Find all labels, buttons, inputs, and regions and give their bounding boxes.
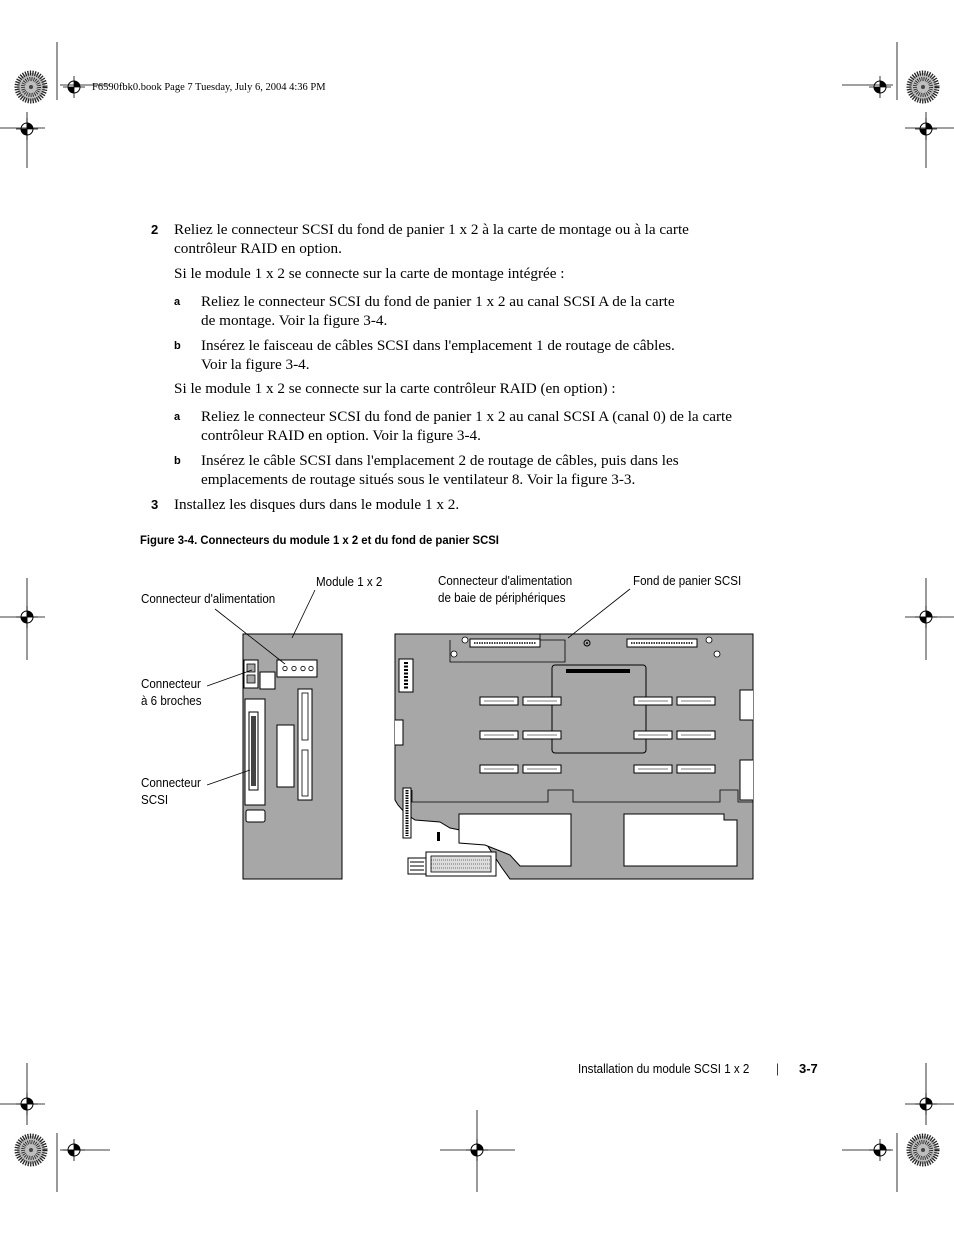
sub-item-letter: a (174, 296, 181, 308)
sub-item-letter: b (174, 455, 181, 467)
scsi-backplane-board (395, 634, 753, 879)
label-line: de baie de périphériques (438, 591, 566, 605)
footer-section-title: Installation du module SCSI 1 x 2 (578, 1062, 750, 1076)
text-line: Installez les disques durs dans le module 1 x 2. (174, 496, 460, 513)
text-line: de montage. Voir la figure 3-4. (201, 312, 388, 329)
label-bay-power-connector (438, 573, 572, 607)
sub-item-letter: b (174, 340, 181, 352)
sub-item-letter: a (174, 411, 181, 423)
header-file-info: F6590fbk0.book Page 7 Tuesday, July 6, 2004 4:36 PM (92, 82, 326, 93)
label-module-1x2: Module 1 x 2 (316, 575, 383, 589)
text-line: contrôleur RAID en option. (174, 240, 342, 257)
text-line: Insérez le câble SCSI dans l'emplacement 2 de routage de câbles, puis dans les (201, 452, 679, 469)
step-number: 3 (151, 497, 159, 512)
label-line: SCSI (141, 793, 169, 807)
text-line: contrôleur RAID en option. Voir la figure 3-4. (201, 427, 481, 444)
label-line: Connecteur (141, 677, 201, 691)
label-power-connector: Connecteur d'alimentation (141, 592, 276, 606)
case-intro: Si le module 1 x 2 se connecte sur la carte contrôleur RAID (en option) : (174, 380, 616, 397)
step-number: 2 (151, 222, 159, 237)
footer-page-number: 3-7 (799, 1061, 818, 1076)
label-line: à 6 broches (141, 694, 202, 708)
label-line: Connecteur d'alimentation (438, 574, 573, 588)
case-intro: Si le module 1 x 2 se connecte sur la carte de montage intégrée : (174, 265, 565, 282)
text-line: Voir la figure 3-4. (201, 356, 310, 373)
module-1x2-panel (243, 634, 342, 879)
label-line: Connecteur (141, 776, 201, 790)
label-scsi-connector (141, 775, 201, 809)
text-line: Reliez le connecteur SCSI du fond de panier 1 x 2 à la carte de montage ou à la carte (174, 221, 689, 238)
label-scsi-backplane: Fond de panier SCSI (633, 574, 742, 588)
text-line: Insérez le faisceau de câbles SCSI dans l'emplacement 1 de routage de câbles. (201, 337, 675, 354)
footer-separator: | (776, 1062, 780, 1076)
text-line: Reliez le connecteur SCSI du fond de panier 1 x 2 au canal SCSI A (canal 0) de la carte (201, 408, 732, 425)
text-line: emplacements de routage situés sous le ventilateur 8. Voir la figure 3-3. (201, 471, 636, 488)
label-6-pin-connector (141, 676, 202, 710)
figure-caption: Figure 3-4. Connecteurs du module 1 x 2 et du fond de panier SCSI (140, 533, 499, 547)
text-line: Reliez le connecteur SCSI du fond de panier 1 x 2 au canal SCSI A de la carte (201, 293, 675, 310)
